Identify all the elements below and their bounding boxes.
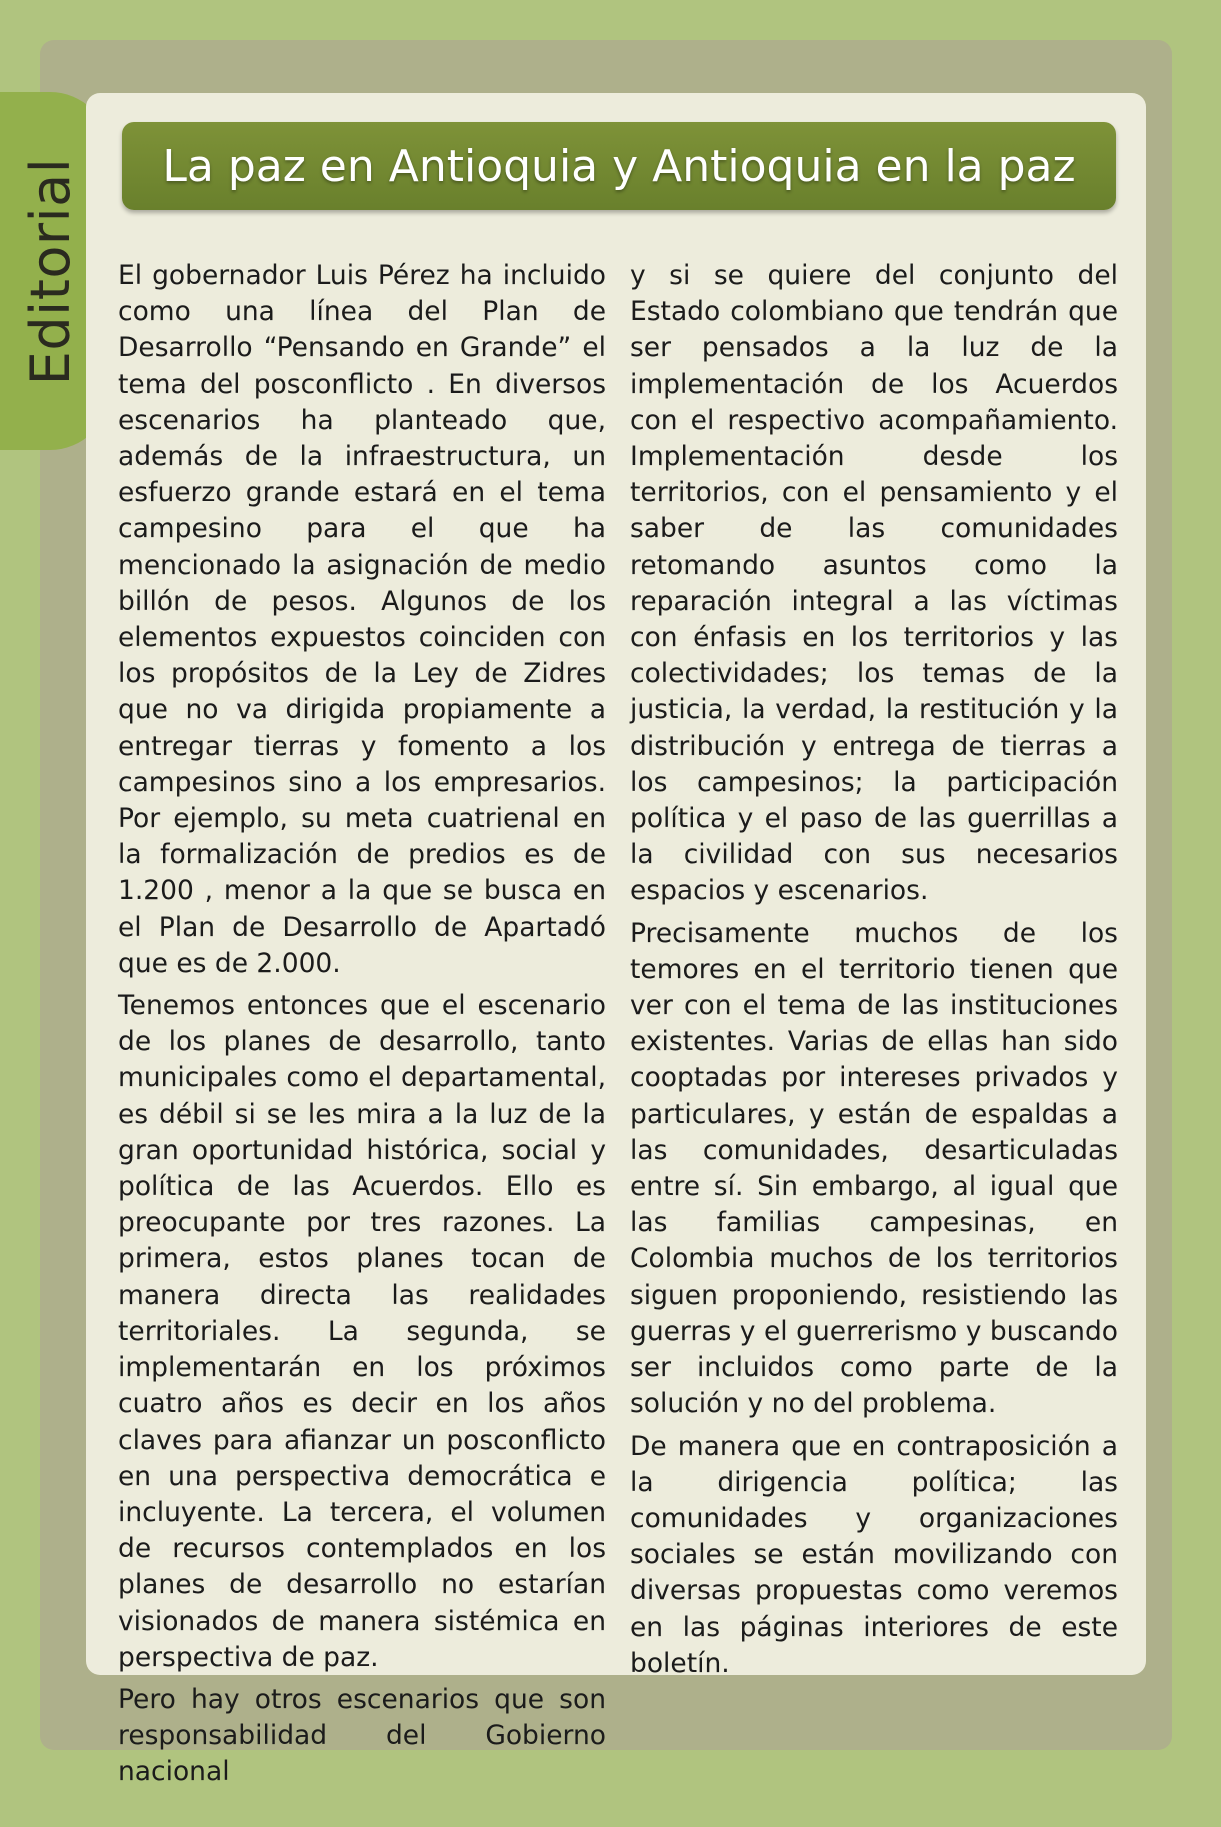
paragraph: Pero hay otros escenarios que son responsabilidad del Gobierno nacional bbox=[118, 1683, 606, 1788]
paragraph: y si se quiere del conjunto del Estado colombiano que tendrán que ser pensados a la luz de la implementación de los Acuerdos con el respectivo acompañamiento. Implementación desde los territorios, con el pensamiento y el saber de las comunidades retomando asuntos como la reparación integral a las víctimas con énfasis en los territorios y las colectividades; los temas de la justicia, la verdad, la restitución y la distribución y entrega de tierras a los campesinos; la participación política y el paso de las guerrillas a la civilidad con sus necesarios espacios y escenarios. bbox=[630, 260, 1118, 907]
paragraph: Precisamente muchos de los temores en el territorio tienen que ver con el tema de las instituciones existentes. Varias de ellas han sido cooptadas por intereses privados y particulares, y están de espaldas a las comunidades, desarticuladas entre sí. Sin embargo, al igual que las familias campesinas, en Colombia muchos de los territorios siguen proponiendo, resistiendo las guerras y el guerrerismo y buscando ser incluidos como parte de la solución y no del problema. bbox=[630, 917, 1118, 1420]
right-column bbox=[630, 258, 1118, 1688]
paragraph: El gobernador Luis Pérez ha incluido como una línea del Plan de Desarrollo “Pensando en Grande” el tema del posconflicto . En diversos escenarios ha planteado que, además de la infraestructura, un esfuerzo grande estará en el tema campesino para el que ha mencionado la asignación de medio billón de pesos. Algunos de los elementos expuestos coinciden con los propósitos de la Ley de Zidres que no va dirigida propiamente a entregar tierras y fomento a los campesinos sino a los empresarios. Por ejemplo, su meta cuatrienal en la formalización de predios es de 1.200 , menor a la que se busca en el Plan de Desarrollo de Apartadó que es de 2.000. bbox=[118, 260, 606, 979]
section-tab-label: Editorial bbox=[19, 157, 83, 385]
paragraph: De manera que en contraposición a la dirigencia política; las comunidades y organizaciones sociales se están movilizando con diversas propuestas como veremos en las páginas interiores de este boletín. bbox=[630, 1430, 1118, 1679]
section-tab-label-wrap bbox=[20, 92, 82, 450]
left-column bbox=[118, 258, 606, 1797]
title-bar bbox=[122, 122, 1116, 210]
page-title: La paz en Antioquia y Antioquia en la paz bbox=[162, 140, 1076, 192]
paragraph: Tenemos entonces que el escenario de los planes de desarrollo, tanto municipales como el departamental, es débil si se les mira a la luz de la gran oportunidad histórica, social y política de las Acuerdos. Ello es preocupante por tres razones. La primera, estos planes tocan de manera directa las realidades territoriales. La segunda, se implementarán en los próximos cuatro años es decir en los años claves para afianzar un posconflicto en una perspectiva democrática e incluyente. La tercera, el volumen de recursos contemplados en los planes de desarrollo no estarían visionados de manera sistémica en perspectiva de paz. bbox=[118, 990, 606, 1673]
